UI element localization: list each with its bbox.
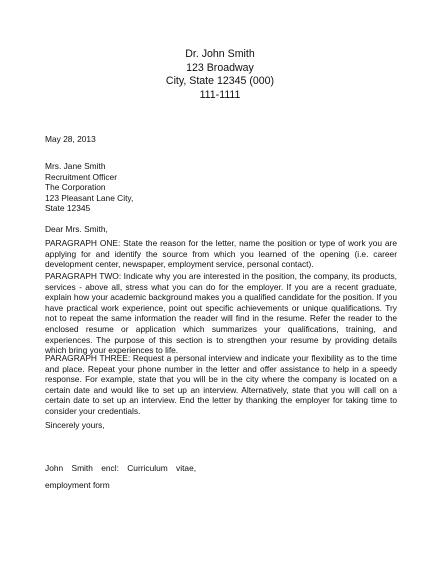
- recipient-company: The Corporation: [45, 182, 106, 193]
- sender-name: Dr. John Smith: [185, 48, 255, 60]
- recipient-street: 123 Pleasant Lane City,: [45, 192, 134, 203]
- letterhead: [0, 48, 440, 102]
- paragraph-one: PARAGRAPH ONE: State the reason for the letter, name the position or type of work you are applying for and identify the source from which you learned of the opening (i.e. career development center, newspaper, employment service, personal contact).: [45, 238, 397, 270]
- recipient-state-zip: State 12345: [45, 203, 91, 214]
- signature-line: John Smith encl: Curriculum vitae,: [45, 463, 197, 473]
- sender-street: 123 Broadway: [186, 61, 254, 74]
- recipient-name: Mrs. Jane Smith: [45, 161, 106, 171]
- closing: Sincerely yours,: [45, 420, 105, 430]
- sender-city-phone: City, State 12345 (000): [165, 75, 275, 87]
- paragraph-three: PARAGRAPH THREE: Request a personal interview and indicate your flexibility as to the time and place. Repeat your phone number in the letter and offer assistance to help in a speedy response. For example, state that you will be in the city where the company is located on a certain date and would like to set up an interview. Alternatively, state that you will call on a certain date to set up an interview. End the letter by thanking the employer for taking time to consider your credentials.: [45, 353, 397, 416]
- letter-date: May 28, 2013: [45, 134, 96, 144]
- paragraph-two: PARAGRAPH TWO: Indicate why you are interested in the position, the company, its products, services - above all, stress what you can do for the employer. If you are a recent graduate, explain how your academic background makes you a qualified candidate for the position. If you have practical work experience, point out specific achievements or unique qualifications. Try not to repeat the same information the reader will find in the resume. Refer the reader to the enclosed resume or application which summarizes your qualifications, training, and experiences. The purpose of this section is to strengthen your resume by providing details which bring your experiences to life.: [45, 271, 397, 356]
- recipient-title: Recruitment Officer: [45, 171, 117, 182]
- recipient-address: [45, 161, 397, 214]
- salutation: Dear Mrs. Smith,: [45, 224, 108, 234]
- enclosure-line: employment form: [45, 480, 110, 490]
- sender-phone-continued: 111-1111: [199, 88, 241, 101]
